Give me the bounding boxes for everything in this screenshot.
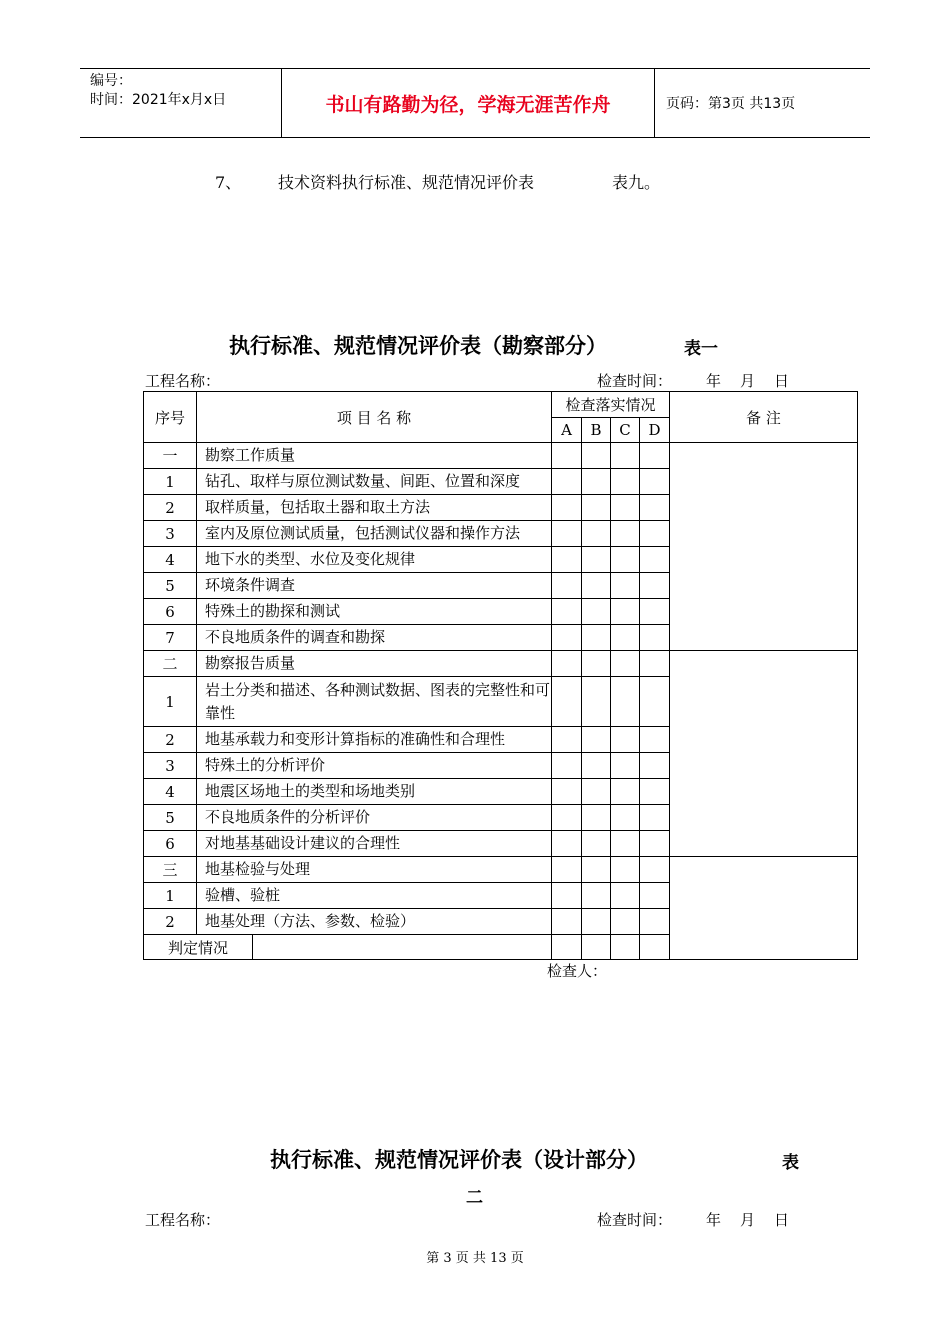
table1-date-day: 日: [774, 372, 790, 390]
row-item: 验槽、验桩: [197, 883, 552, 909]
row-number: 6: [144, 599, 197, 625]
row-number: 2: [144, 909, 197, 935]
check-cell-b[interactable]: [582, 727, 611, 753]
row-item: 地基检验与处理: [197, 857, 552, 883]
check-cell-c[interactable]: [611, 857, 640, 883]
row-item: 取样质量，包括取土器和取土方法: [197, 495, 552, 521]
check-cell-c[interactable]: [611, 909, 640, 935]
row-item: 室内及原位测试质量，包括测试仪器和操作方法: [197, 521, 552, 547]
check-cell-a[interactable]: [552, 831, 582, 857]
row-item: 钻孔、取样与原位测试数量、间距、位置和深度: [197, 469, 552, 495]
row-number: 2: [144, 727, 197, 753]
col-check-header: 检查落实情况: [552, 392, 670, 418]
check-cell-d[interactable]: [640, 805, 670, 831]
intro-ref: 表九。: [612, 173, 661, 192]
check-cell-c[interactable]: [611, 469, 640, 495]
check-cell-a[interactable]: [552, 599, 582, 625]
date-label: 时间：2021年x月x日: [90, 92, 227, 108]
check-cell-c[interactable]: [611, 573, 640, 599]
check-cell-d[interactable]: [640, 651, 670, 677]
check-cell-a[interactable]: [552, 521, 582, 547]
check-cell-d[interactable]: [640, 779, 670, 805]
table1-project-label: 工程名称：: [145, 372, 221, 390]
check-cell-d[interactable]: [640, 909, 670, 935]
row-number: 3: [144, 521, 197, 547]
judgement-label: 判定情况: [144, 935, 253, 960]
check-cell-b[interactable]: [582, 495, 611, 521]
table2-check-time-label: 检查时间：: [597, 1211, 673, 1229]
row-number: 三: [144, 857, 197, 883]
check-cell-d[interactable]: [640, 831, 670, 857]
check-cell-b[interactable]: [582, 883, 611, 909]
table-row: [144, 651, 858, 677]
check-cell-b[interactable]: [582, 831, 611, 857]
page-footer: 第 3 页 共 13 页: [426, 1251, 524, 1266]
check-cell-c[interactable]: [611, 625, 640, 651]
row-number: 4: [144, 779, 197, 805]
table2-date-year: 年: [706, 1211, 722, 1229]
header-divider: [654, 69, 655, 137]
check-cell-c[interactable]: [611, 677, 640, 727]
row-item: 不良地质条件的调查和勘探: [197, 625, 552, 651]
row-item: 勘察报告质量: [197, 651, 552, 677]
check-cell-c[interactable]: [611, 443, 640, 469]
check-cell-d[interactable]: [640, 935, 670, 960]
col-c-header: C: [611, 418, 640, 443]
check-cell-d[interactable]: [640, 677, 670, 727]
check-cell-c[interactable]: [611, 727, 640, 753]
check-cell-a[interactable]: [552, 469, 582, 495]
check-cell-b[interactable]: [582, 469, 611, 495]
check-cell-b[interactable]: [582, 599, 611, 625]
remark-cell[interactable]: [670, 443, 858, 651]
check-cell-d[interactable]: [640, 625, 670, 651]
row-item: 地震区场地土的类型和场地类别: [197, 779, 552, 805]
table2-date-day: 日: [774, 1211, 790, 1229]
check-cell-b[interactable]: [582, 909, 611, 935]
check-cell-a[interactable]: [552, 883, 582, 909]
check-cell-a[interactable]: [552, 805, 582, 831]
col-remark-header: 备 注: [670, 392, 858, 443]
check-cell-d[interactable]: [640, 469, 670, 495]
check-cell-d[interactable]: [640, 857, 670, 883]
row-number: 2: [144, 495, 197, 521]
check-cell-d[interactable]: [640, 573, 670, 599]
row-number: 一: [144, 443, 197, 469]
check-cell-b[interactable]: [582, 573, 611, 599]
header-motto: 书山有路勤为径，学海无涯苦作舟: [325, 93, 611, 116]
col-b-header: B: [582, 418, 611, 443]
row-item: 勘察工作质量: [197, 443, 552, 469]
row-number: 3: [144, 753, 197, 779]
judgement-value[interactable]: [253, 935, 552, 960]
check-cell-a[interactable]: [552, 753, 582, 779]
remark-cell[interactable]: [670, 651, 858, 857]
table1-date-month: 月: [740, 372, 756, 390]
check-cell-a[interactable]: [552, 651, 582, 677]
row-item: 对地基基础设计建议的合理性: [197, 831, 552, 857]
row-item: 特殊土的勘探和测试: [197, 599, 552, 625]
check-cell-c[interactable]: [611, 779, 640, 805]
check-cell-a[interactable]: [552, 779, 582, 805]
row-item: 岩土分类和描述、各种测试数据、图表的完整性和可靠性: [197, 677, 552, 727]
check-cell-c[interactable]: [611, 521, 640, 547]
check-cell-a[interactable]: [552, 909, 582, 935]
col-a-header: A: [552, 418, 582, 443]
table2-tag-part1: 表: [782, 1153, 799, 1173]
check-cell-b[interactable]: [582, 521, 611, 547]
row-item: 地基承载力和变形计算指标的准确性和合理性: [197, 727, 552, 753]
check-cell-c[interactable]: [611, 753, 640, 779]
intro-text: 技术资料执行标准、规范情况评价表: [278, 173, 535, 192]
check-cell-c[interactable]: [611, 599, 640, 625]
check-cell-a[interactable]: [552, 727, 582, 753]
row-number: 6: [144, 831, 197, 857]
check-cell-c[interactable]: [611, 831, 640, 857]
check-cell-d[interactable]: [640, 599, 670, 625]
table2-title: 执行标准、规范情况评价表（设计部分）: [270, 1148, 648, 1172]
col-d-header: D: [640, 418, 670, 443]
check-cell-c[interactable]: [611, 547, 640, 573]
table-row: [144, 443, 858, 469]
evaluation-table: [143, 391, 858, 960]
row-item: 环境条件调查: [197, 573, 552, 599]
check-cell-b[interactable]: [582, 779, 611, 805]
check-cell-b[interactable]: [582, 625, 611, 651]
check-cell-a[interactable]: [552, 857, 582, 883]
check-cell-d[interactable]: [640, 753, 670, 779]
table1-title: 执行标准、规范情况评价表（勘察部分）: [229, 334, 607, 358]
check-cell-d[interactable]: [640, 727, 670, 753]
header-page-info: 页码：第3页 共13页: [666, 96, 796, 112]
check-cell-a[interactable]: [552, 677, 582, 727]
check-cell-c[interactable]: [611, 495, 640, 521]
check-cell-c[interactable]: [611, 883, 640, 909]
check-cell-b[interactable]: [582, 857, 611, 883]
document-header: [80, 68, 870, 138]
check-cell-c[interactable]: [611, 935, 640, 960]
row-number: 二: [144, 651, 197, 677]
inspector-label: 检查人：: [547, 962, 608, 980]
col-no-header: 序号: [144, 392, 197, 443]
check-cell-b[interactable]: [582, 547, 611, 573]
row-item: 地基处理（方法、参数、检验）: [197, 909, 552, 935]
table-header-row: [144, 392, 858, 418]
row-item: 特殊土的分析评价: [197, 753, 552, 779]
row-number: 5: [144, 805, 197, 831]
remark-cell[interactable]: [670, 857, 858, 960]
check-cell-d[interactable]: [640, 883, 670, 909]
number-label: 编号：: [90, 73, 132, 89]
row-number: 1: [144, 469, 197, 495]
check-cell-d[interactable]: [640, 521, 670, 547]
check-cell-d[interactable]: [640, 547, 670, 573]
header-meta: [90, 72, 226, 110]
check-cell-c[interactable]: [611, 651, 640, 677]
table1-tag: 表一: [684, 339, 718, 359]
row-number: 1: [144, 677, 197, 727]
check-cell-b[interactable]: [582, 443, 611, 469]
check-cell-a[interactable]: [552, 547, 582, 573]
table1-date-year: 年: [706, 372, 722, 390]
row-item: 地下水的类型、水位及变化规律: [197, 547, 552, 573]
check-cell-b[interactable]: [582, 651, 611, 677]
check-cell-a[interactable]: [552, 573, 582, 599]
row-number: 4: [144, 547, 197, 573]
table2-project-label: 工程名称：: [145, 1211, 221, 1229]
row-number: 5: [144, 573, 197, 599]
check-cell-c[interactable]: [611, 805, 640, 831]
table1-check-time-label: 检查时间：: [597, 372, 673, 390]
table2-date-month: 月: [740, 1211, 756, 1229]
col-item-header: 项 目 名 称: [197, 392, 552, 443]
intro-index: 7、: [215, 173, 242, 192]
table-row: [144, 857, 858, 883]
check-cell-b[interactable]: [582, 677, 611, 727]
check-cell-b[interactable]: [582, 753, 611, 779]
table2-tag-part2: 二: [466, 1188, 483, 1208]
check-cell-a[interactable]: [552, 625, 582, 651]
check-cell-b[interactable]: [582, 935, 611, 960]
check-cell-a[interactable]: [552, 935, 582, 960]
row-number: 1: [144, 883, 197, 909]
check-cell-b[interactable]: [582, 805, 611, 831]
row-item: 不良地质条件的分析评价: [197, 805, 552, 831]
check-cell-a[interactable]: [552, 495, 582, 521]
row-number: 7: [144, 625, 197, 651]
check-cell-d[interactable]: [640, 495, 670, 521]
check-cell-d[interactable]: [640, 443, 670, 469]
check-cell-a[interactable]: [552, 443, 582, 469]
